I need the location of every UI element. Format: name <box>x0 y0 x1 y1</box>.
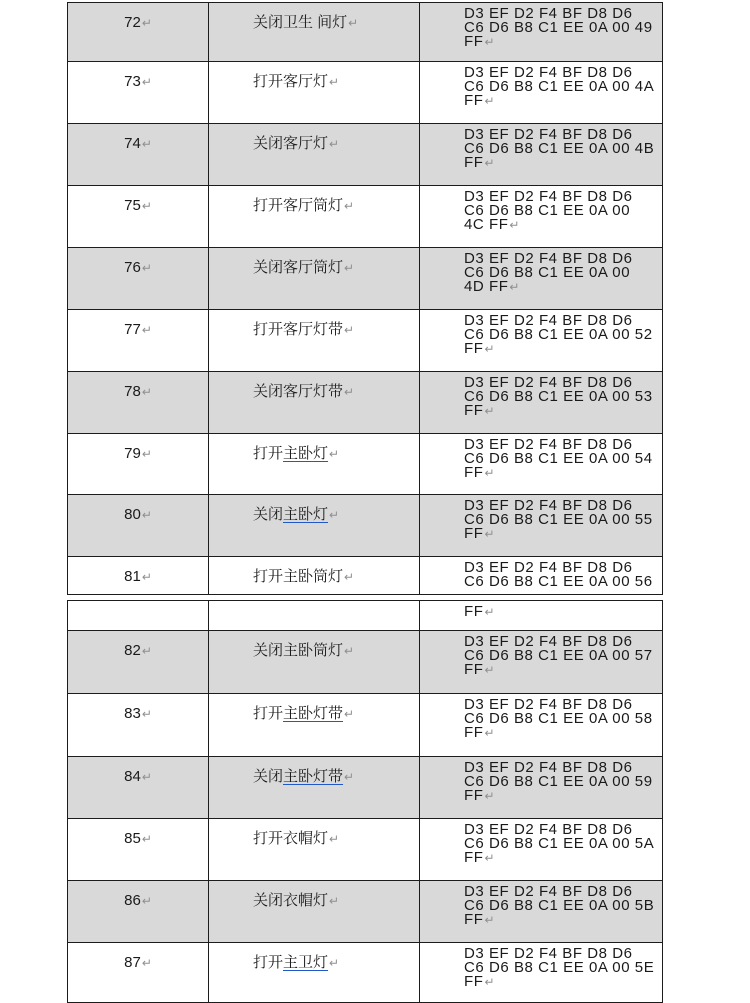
row-number: 80 <box>124 506 141 523</box>
table-row <box>68 694 662 757</box>
label-text: 关闭衣帽灯 <box>253 892 329 909</box>
label-text: 关闭客厅筒灯 <box>253 259 344 276</box>
hex-code-cell <box>420 631 662 693</box>
table-row <box>68 881 662 943</box>
command-label <box>253 642 343 659</box>
hex-code-line: FF↵ <box>464 787 495 804</box>
paragraph-mark: ↵ <box>484 466 495 480</box>
paragraph-mark: ↵ <box>344 199 355 213</box>
paragraph-mark: ↵ <box>484 404 495 418</box>
row-number: 84 <box>124 768 141 785</box>
paragraph-mark: ↵ <box>344 770 355 784</box>
label-text: 关闭客厅灯 <box>253 135 329 152</box>
label-text: 打开主卧筒灯 <box>253 568 344 585</box>
hex-code-line: C6 D6 B8 C1 EE 0A 00 4B <box>464 140 655 157</box>
paragraph-mark: ↵ <box>329 832 340 846</box>
paragraph-mark: ↵ <box>509 280 520 294</box>
row-number-cell <box>68 3 209 61</box>
command-cell <box>209 819 420 880</box>
paragraph-mark: ↵ <box>141 447 152 461</box>
underlined-term: 主卧灯 <box>283 506 329 523</box>
paragraph-mark: ↵ <box>348 16 359 30</box>
paragraph-mark: ↵ <box>141 570 152 584</box>
row-number: 78 <box>124 383 141 400</box>
hex-code-cell <box>420 881 662 942</box>
command-label <box>253 73 328 90</box>
hex-code-line: D3 EF D2 F4 BF D8 D6 <box>464 126 633 143</box>
command-label <box>253 383 343 400</box>
command-cell <box>209 434 420 494</box>
label-text: 关闭 <box>253 506 284 523</box>
paragraph-mark: ↵ <box>484 342 495 356</box>
hex-code-line: C6 D6 B8 C1 EE 0A 00 58 <box>464 710 653 727</box>
row-number: 82 <box>124 642 141 659</box>
command-cell <box>209 495 420 556</box>
hex-code-line: 4D FF↵ <box>464 278 520 295</box>
hex-code-line: C6 D6 B8 C1 EE 0A 00 4A <box>464 78 655 95</box>
hex-code-line: C6 D6 B8 C1 EE 0A 00 54 <box>464 450 653 467</box>
paragraph-mark: ↵ <box>344 261 355 275</box>
hex-code-line: FF↵ <box>464 340 495 357</box>
paragraph-mark: ↵ <box>484 726 495 740</box>
label-text: 打开 <box>253 445 284 462</box>
row-number-cell <box>68 694 209 756</box>
paragraph-mark: ↵ <box>484 851 495 865</box>
label-text: 关闭客厅灯带 <box>253 383 344 400</box>
table-row <box>68 631 662 694</box>
hex-code-line: C6 D6 B8 C1 EE 0A 00 53 <box>464 388 653 405</box>
paragraph-mark: ↵ <box>329 894 340 908</box>
paragraph-mark: ↵ <box>329 75 340 89</box>
command-cell <box>209 757 420 818</box>
label-text: 打开客厅灯 <box>253 73 329 90</box>
command-label <box>253 892 328 909</box>
hex-code-line: D3 EF D2 F4 BF D8 D6 <box>464 883 633 900</box>
table-row <box>68 372 662 434</box>
hex-code-line: C6 D6 B8 C1 EE 0A 00 5B <box>464 897 655 914</box>
command-cell <box>209 557 420 594</box>
command-cell <box>209 372 420 433</box>
row-number-cell <box>68 434 209 494</box>
label-text: 打开 <box>253 705 284 722</box>
table-row <box>68 248 662 310</box>
command-code-table <box>67 2 663 1003</box>
paragraph-mark: ↵ <box>344 644 355 658</box>
row-number-cell <box>68 124 209 185</box>
hex-code-cell <box>420 372 662 433</box>
paragraph-mark: ↵ <box>141 137 152 151</box>
hex-code-line: FF↵ <box>464 525 495 542</box>
table-row <box>68 124 662 186</box>
row-number-cell <box>68 372 209 433</box>
paragraph-mark: ↵ <box>141 199 152 213</box>
command-cell <box>209 943 420 1002</box>
hex-code-line: FF↵ <box>464 33 495 50</box>
underlined-term: 主卫灯 <box>283 954 329 971</box>
paragraph-mark: ↵ <box>484 913 495 927</box>
hex-code-line: C6 D6 B8 C1 EE 0A 00 <box>464 202 631 219</box>
row-number: 75 <box>124 197 141 214</box>
hex-code-line: C6 D6 B8 C1 EE 0A 00 <box>464 264 631 281</box>
hex-code-line: D3 EF D2 F4 BF D8 D6 <box>464 497 633 514</box>
command-cell <box>209 310 420 371</box>
command-cell <box>209 631 420 693</box>
command-label <box>253 830 328 847</box>
hex-code-line: D3 EF D2 F4 BF D8 D6 <box>464 559 633 576</box>
hex-code-line: FF↵ <box>464 849 495 866</box>
table-row <box>68 62 662 124</box>
paragraph-mark: ↵ <box>344 323 355 337</box>
hex-code-line: FF↵ <box>464 724 495 741</box>
label-text: 关闭 <box>253 768 284 785</box>
row-number: 74 <box>124 135 141 152</box>
row-number: 86 <box>124 892 141 909</box>
command-label <box>253 321 343 338</box>
paragraph-mark: ↵ <box>484 789 495 803</box>
paragraph-mark: ↵ <box>141 644 152 658</box>
paragraph-mark: ↵ <box>484 527 495 541</box>
hex-code-line: D3 EF D2 F4 BF D8 D6 <box>464 5 633 22</box>
hex-code-line: FF↵ <box>464 603 495 620</box>
label-text: 打开 <box>253 954 284 971</box>
paragraph-mark: ↵ <box>141 261 152 275</box>
hex-code-line: D3 EF D2 F4 BF D8 D6 <box>464 821 633 838</box>
row-number-cell <box>68 557 209 594</box>
hex-code-line: FF↵ <box>464 92 495 109</box>
table-row <box>68 819 662 881</box>
row-number: 77 <box>124 321 141 338</box>
paragraph-mark: ↵ <box>484 663 495 677</box>
row-number: 85 <box>124 830 141 847</box>
hex-code-cell <box>420 310 662 371</box>
table-row <box>68 495 662 557</box>
table-row <box>68 434 662 495</box>
command-label <box>253 259 343 276</box>
command-label <box>253 445 328 462</box>
paragraph-mark: ↵ <box>141 707 152 721</box>
paragraph-mark: ↵ <box>141 75 152 89</box>
command-cell <box>209 186 420 247</box>
paragraph-mark: ↵ <box>344 385 355 399</box>
command-cell <box>209 62 420 123</box>
hex-code-cell <box>420 124 662 185</box>
table-row <box>68 557 662 595</box>
hex-code-line: C6 D6 B8 C1 EE 0A 00 57 <box>464 647 653 664</box>
hex-code-line: FF↵ <box>464 402 495 419</box>
paragraph-mark: ↵ <box>141 323 152 337</box>
command-label <box>253 197 343 214</box>
paragraph-mark: ↵ <box>329 508 340 522</box>
table-segment-before-pagebreak <box>67 2 663 595</box>
hex-code-cell <box>420 943 662 1002</box>
paragraph-mark: ↵ <box>141 16 152 30</box>
hex-code-line: C6 D6 B8 C1 EE 0A 00 55 <box>464 511 653 528</box>
underlined-term: 主卧灯带 <box>283 705 344 722</box>
hex-code-line: D3 EF D2 F4 BF D8 D6 <box>464 64 633 81</box>
hex-code-line: 4C FF↵ <box>464 216 520 233</box>
label-text: 关闭卫生 间灯 <box>253 14 348 31</box>
paragraph-mark: ↵ <box>509 218 520 232</box>
hex-code-cell <box>420 601 662 630</box>
row-number: 79 <box>124 445 141 462</box>
hex-code-line: FF↵ <box>464 911 495 928</box>
label-text: 打开衣帽灯 <box>253 830 329 847</box>
paragraph-mark: ↵ <box>344 707 355 721</box>
table-row <box>68 310 662 372</box>
label-text: 关闭主卧筒灯 <box>253 642 344 659</box>
paragraph-mark: ↵ <box>344 570 355 584</box>
command-cell <box>209 248 420 309</box>
table-row <box>68 3 662 62</box>
label-text: 打开客厅筒灯 <box>253 197 344 214</box>
command-cell <box>209 694 420 756</box>
command-label <box>253 705 343 722</box>
paragraph-mark: ↵ <box>141 770 152 784</box>
row-number-cell <box>68 62 209 123</box>
hex-code-cell <box>420 819 662 880</box>
paragraph-mark: ↵ <box>484 94 495 108</box>
table-row <box>68 186 662 248</box>
hex-code-line: D3 EF D2 F4 BF D8 D6 <box>464 250 633 267</box>
paragraph-mark: ↵ <box>141 508 152 522</box>
hex-code-line: FF↵ <box>464 154 495 171</box>
paragraph-mark: ↵ <box>484 605 495 619</box>
row-number: 83 <box>124 705 141 722</box>
row-number-cell <box>68 601 209 630</box>
command-label <box>253 768 343 785</box>
paragraph-mark: ↵ <box>141 894 152 908</box>
row-number: 73 <box>124 73 141 90</box>
table-row-continuation <box>68 601 662 631</box>
hex-code-cell <box>420 248 662 309</box>
row-number-cell <box>68 757 209 818</box>
hex-code-line: C6 D6 B8 C1 EE 0A 00 52 <box>464 326 653 343</box>
row-number-cell <box>68 186 209 247</box>
paragraph-mark: ↵ <box>141 832 152 846</box>
paragraph-mark: ↵ <box>329 447 340 461</box>
hex-code-line: D3 EF D2 F4 BF D8 D6 <box>464 633 633 650</box>
hex-code-line: C6 D6 B8 C1 EE 0A 00 49 <box>464 19 653 36</box>
hex-code-line: FF↵ <box>464 464 495 481</box>
command-label <box>253 954 328 971</box>
paragraph-mark: ↵ <box>329 137 340 151</box>
hex-code-line: D3 EF D2 F4 BF D8 D6 <box>464 436 633 453</box>
hex-code-cell <box>420 62 662 123</box>
row-number-cell <box>68 310 209 371</box>
command-label <box>253 135 328 152</box>
hex-code-line: D3 EF D2 F4 BF D8 D6 <box>464 374 633 391</box>
row-number-cell <box>68 495 209 556</box>
row-number-cell <box>68 631 209 693</box>
command-label <box>253 506 328 523</box>
underlined-term: 主卧灯 <box>283 445 329 462</box>
hex-code-cell <box>420 3 662 61</box>
hex-code-line: C6 D6 B8 C1 EE 0A 00 5A <box>464 835 655 852</box>
hex-code-cell <box>420 186 662 247</box>
command-label <box>253 568 343 585</box>
paragraph-mark: ↵ <box>484 156 495 170</box>
hex-code-line: C6 D6 B8 C1 EE 0A 00 56 <box>464 573 653 590</box>
paragraph-mark: ↵ <box>484 35 495 49</box>
row-number-cell <box>68 819 209 880</box>
row-number-cell <box>68 943 209 1002</box>
hex-code-line: FF↵ <box>464 661 495 678</box>
table-row <box>68 757 662 819</box>
table-segment-after-pagebreak <box>67 600 663 1003</box>
hex-code-cell <box>420 495 662 556</box>
hex-code-line: D3 EF D2 F4 BF D8 D6 <box>464 312 633 329</box>
paragraph-mark: ↵ <box>329 956 340 970</box>
row-number-cell <box>68 881 209 942</box>
command-cell <box>209 881 420 942</box>
paragraph-mark: ↵ <box>141 956 152 970</box>
hex-code-cell <box>420 434 662 494</box>
command-cell <box>209 601 420 630</box>
hex-code-cell <box>420 557 662 594</box>
row-number: 72 <box>124 14 141 31</box>
command-label <box>253 14 347 31</box>
command-cell <box>209 124 420 185</box>
hex-code-line: C6 D6 B8 C1 EE 0A 00 59 <box>464 773 653 790</box>
hex-code-cell <box>420 757 662 818</box>
hex-code-line: D3 EF D2 F4 BF D8 D6 <box>464 188 633 205</box>
hex-code-cell <box>420 694 662 756</box>
command-cell <box>209 3 420 61</box>
hex-code-line: D3 EF D2 F4 BF D8 D6 <box>464 759 633 776</box>
row-number: 76 <box>124 259 141 276</box>
table-row <box>68 943 662 1003</box>
paragraph-mark: ↵ <box>484 975 495 989</box>
row-number-cell <box>68 248 209 309</box>
paragraph-mark: ↵ <box>141 385 152 399</box>
label-text: 打开客厅灯带 <box>253 321 344 338</box>
hex-code-line: D3 EF D2 F4 BF D8 D6 <box>464 945 633 962</box>
hex-code-line: C6 D6 B8 C1 EE 0A 00 5E <box>464 959 655 976</box>
underlined-term: 主卧灯带 <box>283 768 344 785</box>
hex-code-line: FF↵ <box>464 973 495 990</box>
row-number: 81 <box>124 568 141 585</box>
row-number: 87 <box>124 954 141 971</box>
hex-code-line: D3 EF D2 F4 BF D8 D6 <box>464 696 633 713</box>
